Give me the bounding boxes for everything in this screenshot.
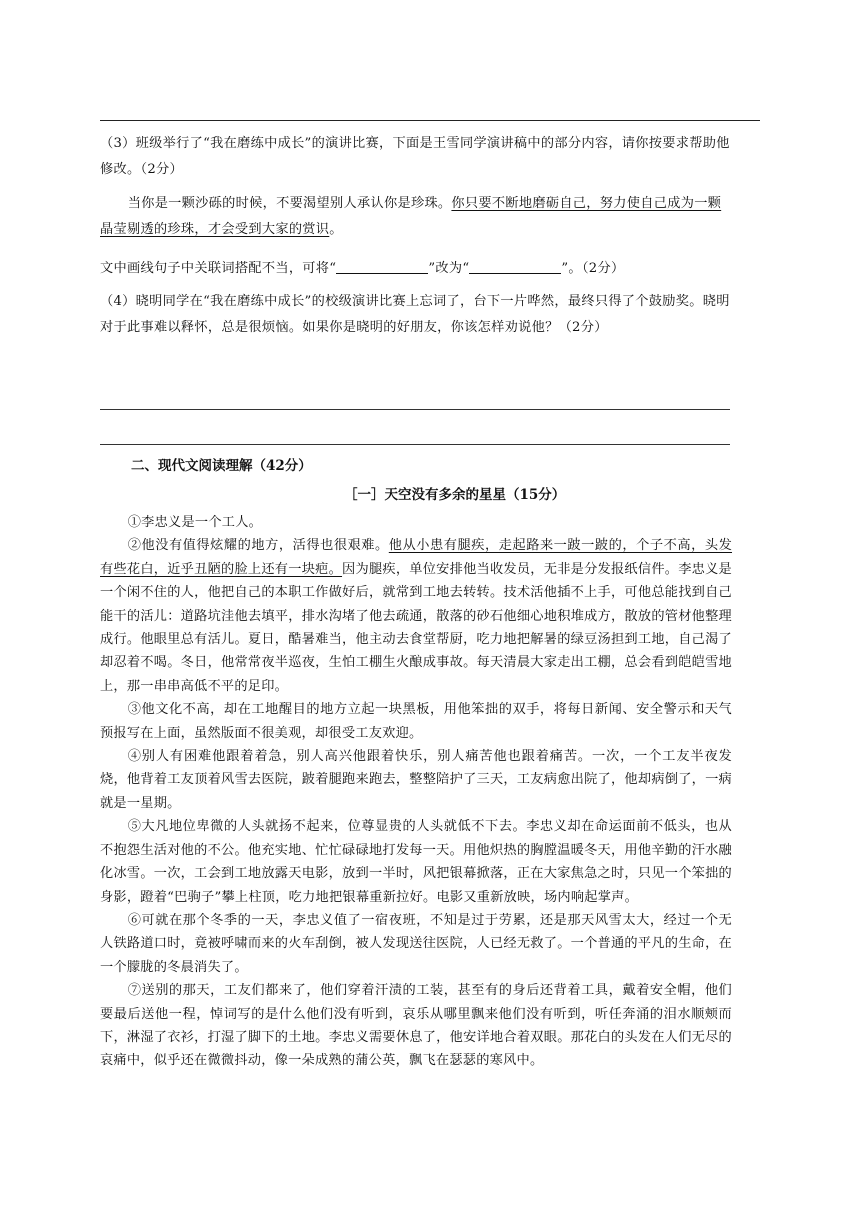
article-underlined-sentence: 他从小患有腿疾，走起路来一跛一跛的，个子不高，头发有些花白，近乎丑陋的脸上还有一块疤。 <box>100 538 733 577</box>
top-rule <box>100 120 760 121</box>
article-paragraph-5: ⑤大凡地位卑微的人头就扬不起来，位尊显贵的人头就低不下去。李忠义却在命运面前不低头，也从不抱怨生活对他的不公。他充实地、忙忙碌碌地打发每一天。用他炽热的胸膛温暖冬天，用他辛勤的汗水融化冰雪。一次，工会到工地放露天电影，放到一半时，风把银幕掀落，正在大家焦急之时，只见一个笨拙的身影，蹬着“巴驹子”攀上柱顶，吃力地把银幕重新拉好。电影又重新放映，场内响起掌声。 <box>100 819 732 905</box>
q3-passage-end: 。 <box>329 222 343 237</box>
answer-line-1[interactable] <box>100 409 730 410</box>
article-title: ［一］天空没有多余的星星（15分） <box>344 487 566 503</box>
q3-task-text-2: ”改为“ <box>428 261 470 276</box>
article-body <box>100 511 732 1073</box>
q3-passage <box>100 191 732 243</box>
section-title: 二、现代文阅读理解（42分） <box>131 458 312 474</box>
answer-blank-1[interactable] <box>336 259 428 274</box>
q4-text: （4）晓明同学在“我在磨练中成长”的校级演讲比赛上忘词了，台下一片哗然，最终只得了个鼓励奖。晓明对于此事难以释怀，总是很烦恼。如果你是晓明的好朋友，你该怎样劝说他？（2分） <box>100 294 730 335</box>
answer-blank-2[interactable] <box>469 259 561 274</box>
article-paragraph-6: ⑥可就在那个冬季的一天，李忠义值了一宿夜班，不知是过于劳累，还是那天风雪太大，经过一个无人铁路道口时，竟被呼啸而来的火车刮倒，被人发现送往医院，人已经无救了。一个普通的平凡的生命，在一个朦胧的冬晨消失了。 <box>100 912 732 975</box>
answer-line-2[interactable] <box>100 444 730 445</box>
article-paragraph-7: ⑦送别的那天，工友们都来了，他们穿着汗渍的工装，甚至有的身后还背着工具，戴着安全帽，他们要最后送他一程，悼词写的是什么他们没有听到，哀乐从哪里飘来他们没有听到，听任奔涌的泪水顺颊而下，淋湿了衣衫，打湿了脚下的土地。李忠义需要休息了，他安详地合着双眼。那花白的头发在人们无尽的哀痛中，似乎还在微微抖动，像一朵成熟的蒲公英，飘飞在瑟瑟的寒风中。 <box>100 983 732 1069</box>
q3-task-text-3: ”。（2分） <box>561 261 625 276</box>
q3-intro: （3）班级举行了“我在磨练中成长”的演讲比赛，下面是王雪同学演讲稿中的部分内容，请你按要求帮助他修改。（2分） <box>100 136 730 177</box>
q3-task <box>100 256 732 282</box>
article-paragraph-3: ③他文化不高，却在工地醒目的地方立起一块黑板，用他笨拙的双手，将每日新闻、安全警示和天气预报写在上面，虽然版面不很美观，却很受工友欢迎。 <box>100 702 732 741</box>
article-paragraph-1: ①李忠义是一个工人。 <box>127 515 263 530</box>
q3-passage-plain: 当你是一颗沙砾的时候，不要渴望别人承认你是珍珠。 <box>127 196 452 211</box>
q3-task-text-1: 文中画线句子中关联词搭配不当，可将“ <box>100 261 337 276</box>
q3-passage-underlined: 你只要不断地磨砺自己，努力使自己成为一颗晶莹剔透的珍珠，才会受到大家的赏识 <box>100 196 722 237</box>
article-paragraph-2: ②他没有值得炫耀的地方，活得也很艰难。他从小患有腿疾，走起路来一跛一跛的，个子不高，头发有些花白，近乎丑陋的脸上还有一块疤。因为腿疾，单位安排他当收发员，无非是分发报纸信件。李忠义是一个闲不住的人，他把自己的本职工作做好后，就常到工地去转转。技术活他插不上手，可他总能找到自己能干的活儿：道路坑洼他去填平，排水沟堵了他去疏通，散落的砂石他细心地积堆成方，散放的管材他整理成行。他眼里总有活儿。夏日，酷暑难当，他主动去食堂帮厨，吃力地把解暑的绿豆汤担到工地，自己渴了却忍着不喝。冬日，他常常夜半巡夜，生怕工棚生火酿成事故。每天清晨大家走出工棚，总会看到皑皑雪地上，那一串串高低不平的足印。 <box>100 538 733 694</box>
article-paragraph-4: ④别人有困难他跟着着急，别人高兴他跟着快乐，别人痛苦他也跟着痛苦。一次，一个工友半夜发烧，他背着工友顶着风雪去医院，跛着腿跑来跑去，整整陪护了三天，工友病愈出院了，他却病倒了，一病就是一星期。 <box>100 749 732 811</box>
